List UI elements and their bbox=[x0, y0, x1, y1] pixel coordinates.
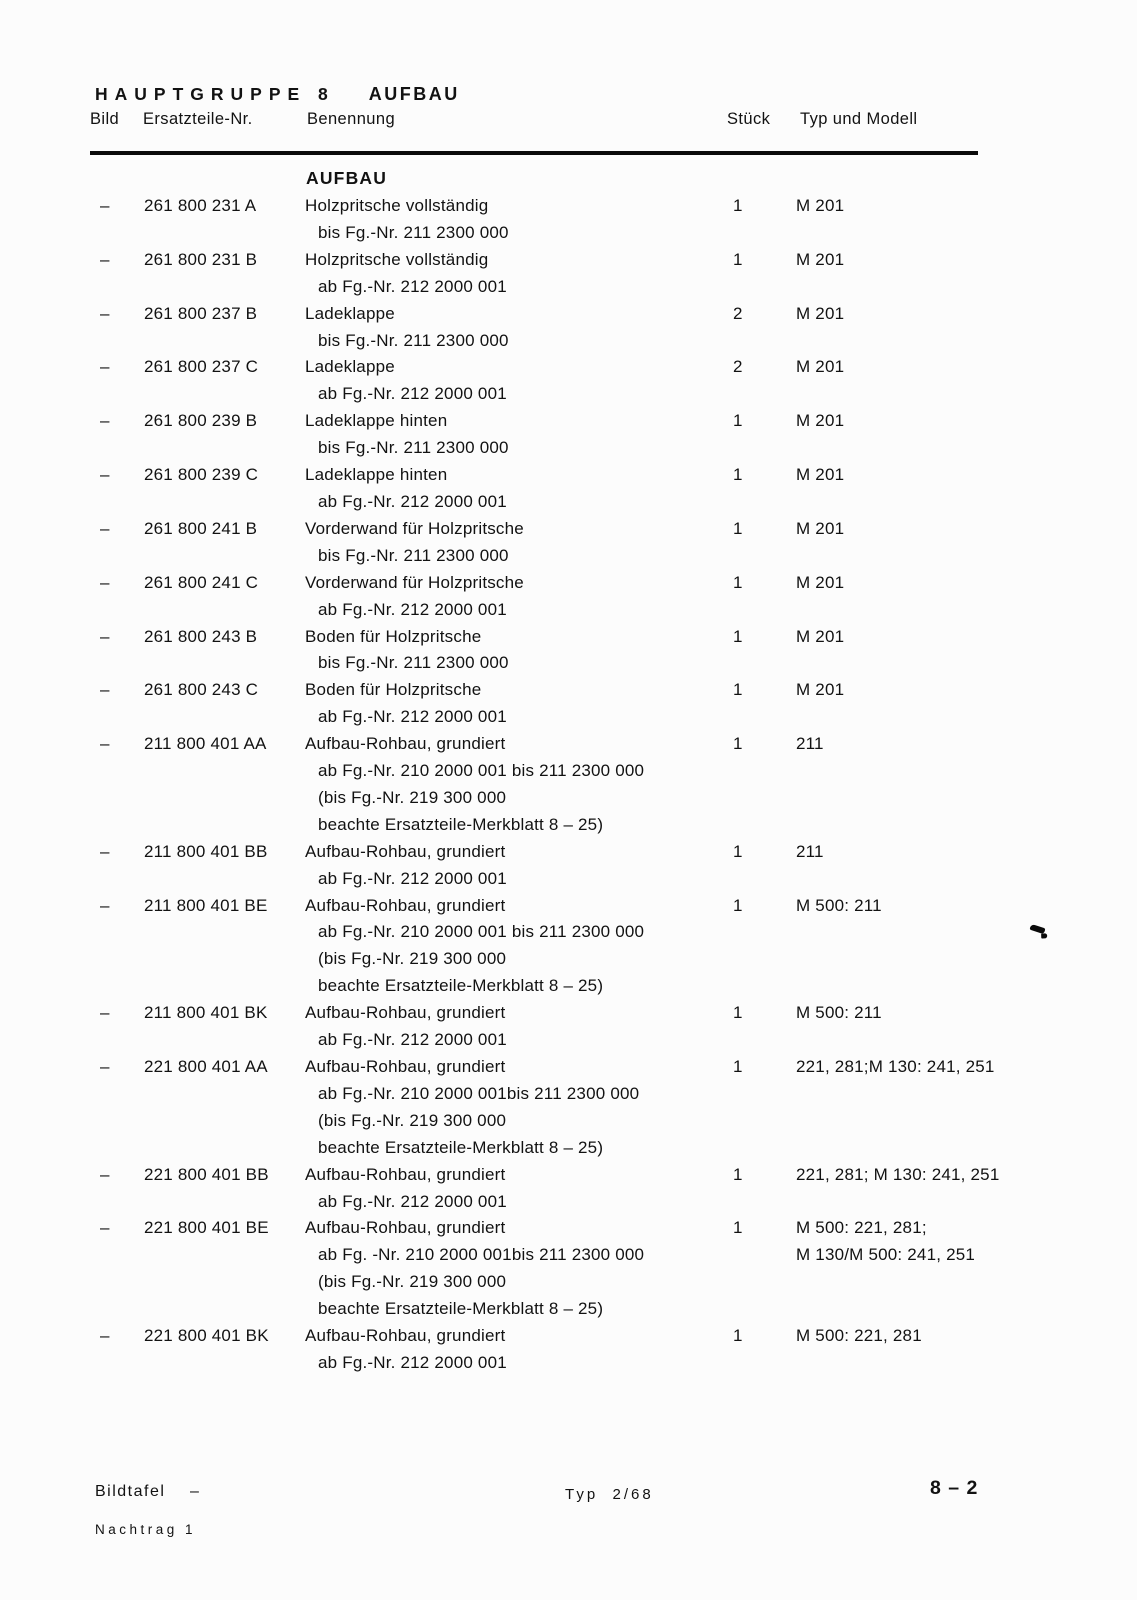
table-row bbox=[90, 462, 1090, 516]
type-model-line: M 500: 211 bbox=[796, 1003, 882, 1023]
bild-dash: – bbox=[100, 841, 110, 861]
type-model-cell bbox=[780, 677, 1090, 704]
table-row bbox=[90, 408, 1090, 462]
table-row bbox=[90, 893, 1090, 1001]
part-detail-line: bis Fg.-Nr. 211 2300 000 bbox=[318, 545, 509, 565]
table-row bbox=[90, 247, 1090, 301]
part-name-cell bbox=[305, 1054, 700, 1162]
part-detail-lines bbox=[305, 274, 700, 301]
type-model-cell bbox=[780, 193, 1090, 220]
type-model-cell bbox=[780, 1054, 1090, 1081]
column-header-bild: Bild bbox=[90, 110, 120, 128]
type-model-line: 211 bbox=[796, 841, 824, 861]
quantity: 1 bbox=[733, 249, 743, 269]
bild-dash: – bbox=[100, 1057, 110, 1076]
type-model-line: M 500: 221, 281; bbox=[796, 1218, 927, 1238]
part-name-cell bbox=[305, 193, 700, 247]
table-row bbox=[90, 731, 1090, 839]
part-detail-lines bbox=[305, 1350, 700, 1377]
part-name: Aufbau-Rohbau, grundiert bbox=[305, 1218, 506, 1238]
part-name: Aufbau-Rohbau, grundiert bbox=[305, 1164, 506, 1184]
type-model-cell bbox=[780, 1215, 1090, 1269]
part-name-cell bbox=[305, 516, 700, 570]
quantity: 1 bbox=[733, 1057, 743, 1076]
part-name-cell bbox=[305, 731, 700, 839]
quantity: 1 bbox=[733, 626, 743, 646]
quantity: 1 bbox=[733, 1218, 743, 1238]
table-row bbox=[90, 516, 1090, 570]
part-name-cell bbox=[305, 839, 700, 893]
column-header-benennung: Benennung bbox=[307, 110, 396, 128]
part-detail-line: ab Fg.-Nr. 210 2000 001 bis 211 2300 000 bbox=[318, 922, 645, 942]
part-detail-line: (bis Fg.-Nr. 219 300 000 bbox=[318, 787, 507, 807]
part-number: 211 800 401 BK bbox=[144, 1003, 268, 1023]
part-number: 211 800 401 AA bbox=[144, 734, 267, 754]
part-name: Aufbau-Rohbau, grundiert bbox=[305, 841, 506, 861]
part-detail-line: ab Fg.-Nr. 212 2000 001 bbox=[318, 1352, 507, 1372]
part-number: 261 800 231 A bbox=[144, 196, 257, 215]
part-name-cell bbox=[305, 1162, 700, 1216]
part-detail-line: ab Fg.-Nr. 210 2000 001bis 211 2300 000 bbox=[318, 1083, 640, 1103]
quantity: 1 bbox=[733, 465, 743, 485]
part-number: 221 800 401 BB bbox=[144, 1164, 269, 1184]
bild-dash: – bbox=[100, 572, 110, 592]
part-detail-lines bbox=[305, 597, 700, 624]
quantity: 1 bbox=[733, 841, 743, 861]
type-model-line: M 500: 221, 281 bbox=[796, 1326, 922, 1346]
quantity: 2 bbox=[733, 303, 743, 323]
part-number: 221 800 401 AA bbox=[144, 1057, 268, 1076]
type-model-cell bbox=[780, 1323, 1090, 1350]
part-name-cell bbox=[305, 247, 700, 301]
part-detail-line: ab Fg.-Nr. 212 2000 001 bbox=[318, 599, 507, 619]
part-detail-line: bis Fg.-Nr. 211 2300 000 bbox=[318, 330, 509, 350]
part-detail-line: beachte Ersatzteile-Merkblatt 8 – 25) bbox=[318, 976, 604, 996]
bild-dash: – bbox=[100, 465, 110, 485]
part-name: Boden für Holzpritsche bbox=[305, 680, 482, 700]
table-row bbox=[90, 1215, 1090, 1323]
type-model-cell bbox=[780, 624, 1090, 651]
type-model-line: M 201 bbox=[796, 465, 845, 485]
part-name-cell bbox=[305, 893, 700, 1001]
part-number: 261 800 241 B bbox=[144, 518, 258, 538]
bild-dash: – bbox=[100, 1218, 110, 1238]
part-detail-line: ab Fg.-Nr. 212 2000 001 bbox=[318, 1191, 507, 1211]
type-model-line: M 201 bbox=[796, 572, 845, 592]
bild-dash: – bbox=[100, 249, 110, 269]
bild-dash: – bbox=[100, 680, 110, 700]
type-model-line: M 500: 211 bbox=[796, 895, 882, 915]
part-detail-lines bbox=[305, 1081, 700, 1162]
type-model-cell bbox=[780, 1162, 1090, 1189]
part-detail-line: ab Fg.-Nr. 210 2000 001 bis 211 2300 000 bbox=[318, 761, 645, 781]
part-name: Aufbau-Rohbau, grundiert bbox=[305, 895, 506, 915]
bild-dash: – bbox=[100, 1164, 110, 1184]
part-name-cell bbox=[305, 1323, 700, 1377]
footer-nachtrag: Nachtrag 1 bbox=[95, 1522, 197, 1537]
part-name: Ladeklappe bbox=[305, 303, 395, 323]
quantity: 2 bbox=[733, 357, 743, 377]
type-model-cell bbox=[780, 516, 1090, 543]
table-row bbox=[90, 354, 1090, 408]
part-name: Ladeklappe bbox=[305, 357, 395, 377]
part-name-cell bbox=[305, 624, 700, 678]
quantity: 1 bbox=[733, 1003, 743, 1023]
bild-dash: – bbox=[100, 626, 110, 646]
part-name-cell bbox=[305, 570, 700, 624]
part-detail-lines bbox=[305, 704, 700, 731]
part-detail-line: beachte Ersatzteile-Merkblatt 8 – 25) bbox=[318, 814, 604, 834]
type-model-line: M 201 bbox=[796, 357, 845, 377]
footer-typ-edition: Typ 2/68 bbox=[565, 1486, 654, 1503]
part-number: 261 800 231 B bbox=[144, 249, 258, 269]
part-detail-lines bbox=[305, 919, 700, 1000]
type-model-line: 221, 281; M 130: 241, 251 bbox=[796, 1164, 1000, 1184]
quantity: 1 bbox=[733, 1326, 743, 1346]
part-detail-lines bbox=[305, 1242, 700, 1323]
bild-dash: – bbox=[100, 1003, 110, 1023]
part-name-cell bbox=[305, 408, 700, 462]
part-detail-lines bbox=[305, 1189, 700, 1216]
table-row bbox=[90, 570, 1090, 624]
main-group-title: AUFBAU bbox=[368, 84, 460, 104]
column-header-ersatzteile-nr: Ersatzteile-Nr. bbox=[143, 110, 253, 128]
part-detail-line: bis Fg.-Nr. 211 2300 000 bbox=[318, 653, 509, 673]
bild-dash: – bbox=[100, 1326, 110, 1346]
bild-dash: – bbox=[100, 357, 110, 377]
quantity: 1 bbox=[733, 196, 743, 215]
table-row bbox=[90, 1162, 1090, 1216]
part-name: Holzpritsche vollständig bbox=[305, 249, 489, 269]
part-name-cell bbox=[305, 1215, 700, 1323]
table-row bbox=[90, 1054, 1090, 1162]
type-model-line: M 201 bbox=[796, 249, 845, 269]
part-detail-line: ab Fg.-Nr. 212 2000 001 bbox=[318, 384, 507, 404]
quantity: 1 bbox=[733, 680, 743, 700]
type-model-cell bbox=[780, 570, 1090, 597]
part-detail-lines bbox=[305, 435, 700, 462]
part-name: Aufbau-Rohbau, grundiert bbox=[305, 1326, 506, 1346]
part-detail-lines bbox=[305, 489, 700, 516]
type-model-line: M 201 bbox=[796, 680, 845, 700]
bild-dash: – bbox=[100, 895, 110, 915]
part-detail-lines bbox=[305, 866, 700, 893]
type-model-line: M 201 bbox=[796, 518, 845, 538]
header-rule bbox=[90, 151, 978, 155]
type-model-cell bbox=[780, 354, 1090, 381]
type-model-cell bbox=[780, 839, 1090, 866]
part-name-cell bbox=[305, 1000, 700, 1054]
bild-dash: – bbox=[100, 734, 110, 754]
table-row bbox=[90, 839, 1090, 893]
type-model-cell bbox=[780, 462, 1090, 489]
part-name: Holzpritsche vollständig bbox=[305, 196, 489, 215]
footer-page-number: 8 – 2 bbox=[930, 1477, 979, 1499]
part-number: 261 800 243 C bbox=[144, 680, 259, 700]
part-detail-line: ab Fg.-Nr. 212 2000 001 bbox=[318, 1030, 507, 1050]
quantity: 1 bbox=[733, 411, 743, 431]
bild-dash: – bbox=[100, 411, 110, 431]
type-model-line: 211 bbox=[796, 734, 824, 754]
part-number: 221 800 401 BK bbox=[144, 1326, 269, 1346]
type-model-line: 221, 281;M 130: 241, 251 bbox=[796, 1057, 995, 1076]
type-model-cell bbox=[780, 893, 1090, 920]
bild-dash: – bbox=[100, 518, 110, 538]
table-row bbox=[90, 624, 1090, 678]
quantity: 1 bbox=[733, 1164, 743, 1184]
part-detail-line: bis Fg.-Nr. 211 2300 000 bbox=[318, 222, 509, 242]
part-name: Aufbau-Rohbau, grundiert bbox=[305, 1003, 506, 1023]
quantity: 1 bbox=[733, 572, 743, 592]
table-row bbox=[90, 677, 1090, 731]
type-model-cell bbox=[780, 731, 1090, 758]
part-name: Aufbau-Rohbau, grundiert bbox=[305, 1057, 506, 1076]
part-detail-line: ab Fg.-Nr. 212 2000 001 bbox=[318, 707, 507, 727]
part-detail-line: (bis Fg.-Nr. 219 300 000 bbox=[318, 949, 507, 969]
part-number: 261 800 239 B bbox=[144, 411, 258, 431]
part-detail-line: ab Fg.-Nr. 212 2000 001 bbox=[318, 491, 507, 511]
part-name: Aufbau-Rohbau, grundiert bbox=[305, 734, 506, 754]
part-detail-line: ab Fg. -Nr. 210 2000 001bis 211 2300 000 bbox=[318, 1245, 645, 1265]
part-number: 261 800 241 C bbox=[144, 572, 259, 592]
type-model-cell bbox=[780, 301, 1090, 328]
footer-bildtafel-value: – bbox=[190, 1483, 199, 1500]
part-detail-lines bbox=[305, 650, 700, 677]
part-name-cell bbox=[305, 301, 700, 355]
part-name: Boden für Holzpritsche bbox=[305, 626, 482, 646]
type-model-line: M 201 bbox=[796, 626, 845, 646]
part-name: Ladeklappe hinten bbox=[305, 465, 448, 485]
quantity: 1 bbox=[733, 734, 743, 754]
part-name-cell bbox=[305, 677, 700, 731]
part-detail-lines bbox=[305, 1027, 700, 1054]
type-model-cell bbox=[780, 1000, 1090, 1027]
column-header-stueck: Stück bbox=[727, 110, 771, 128]
column-header-typ-und-modell: Typ und Modell bbox=[800, 110, 918, 128]
table-row bbox=[90, 301, 1090, 355]
part-name: Vorderwand für Holzpritsche bbox=[305, 518, 524, 538]
part-number: 261 800 237 B bbox=[144, 303, 258, 323]
part-detail-line: (bis Fg.-Nr. 219 300 000 bbox=[318, 1272, 507, 1292]
part-detail-lines bbox=[305, 543, 700, 570]
part-name: Vorderwand für Holzpritsche bbox=[305, 572, 524, 592]
bild-dash: – bbox=[100, 303, 110, 323]
part-detail-lines bbox=[305, 220, 700, 247]
main-group-label: HAUPTGRUPPE 8 bbox=[95, 84, 335, 104]
type-model-cell bbox=[780, 408, 1090, 435]
part-name: Ladeklappe hinten bbox=[305, 411, 448, 431]
footer-bildtafel-label: Bildtafel bbox=[95, 1483, 166, 1500]
part-detail-lines bbox=[305, 758, 700, 839]
quantity: 1 bbox=[733, 518, 743, 538]
type-model-line: M 201 bbox=[796, 303, 845, 323]
part-detail-line: ab Fg.-Nr. 212 2000 001 bbox=[318, 276, 507, 296]
table-row bbox=[90, 1000, 1090, 1054]
part-number: 261 800 243 B bbox=[144, 626, 258, 646]
type-model-cell bbox=[780, 247, 1090, 274]
quantity: 1 bbox=[733, 895, 743, 915]
part-detail-lines bbox=[305, 328, 700, 355]
part-detail-lines bbox=[305, 381, 700, 408]
part-detail-line: bis Fg.-Nr. 211 2300 000 bbox=[318, 438, 509, 458]
type-model-line: M 130/M 500: 241, 251 bbox=[796, 1245, 976, 1265]
bild-dash: – bbox=[100, 196, 110, 215]
table-row bbox=[90, 193, 1090, 247]
part-detail-line: (bis Fg.-Nr. 219 300 000 bbox=[318, 1110, 507, 1130]
section-title-aufbau: AUFBAU bbox=[306, 168, 388, 188]
type-model-line: M 201 bbox=[796, 411, 845, 431]
part-detail-line: ab Fg.-Nr. 212 2000 001 bbox=[318, 868, 507, 888]
part-number: 261 800 237 C bbox=[144, 357, 259, 377]
part-name-cell bbox=[305, 354, 700, 408]
table-row bbox=[90, 1323, 1090, 1377]
part-number: 211 800 401 BB bbox=[144, 841, 268, 861]
part-detail-line: beachte Ersatzteile-Merkblatt 8 – 25) bbox=[318, 1137, 604, 1157]
part-number: 261 800 239 C bbox=[144, 465, 259, 485]
part-number: 221 800 401 BE bbox=[144, 1218, 269, 1238]
part-name-cell bbox=[305, 462, 700, 516]
part-detail-line: beachte Ersatzteile-Merkblatt 8 – 25) bbox=[318, 1299, 604, 1319]
main-group-heading bbox=[95, 84, 460, 105]
part-number: 211 800 401 BE bbox=[144, 895, 268, 915]
parts-table bbox=[90, 193, 1090, 1377]
type-model-line: M 201 bbox=[796, 196, 845, 215]
